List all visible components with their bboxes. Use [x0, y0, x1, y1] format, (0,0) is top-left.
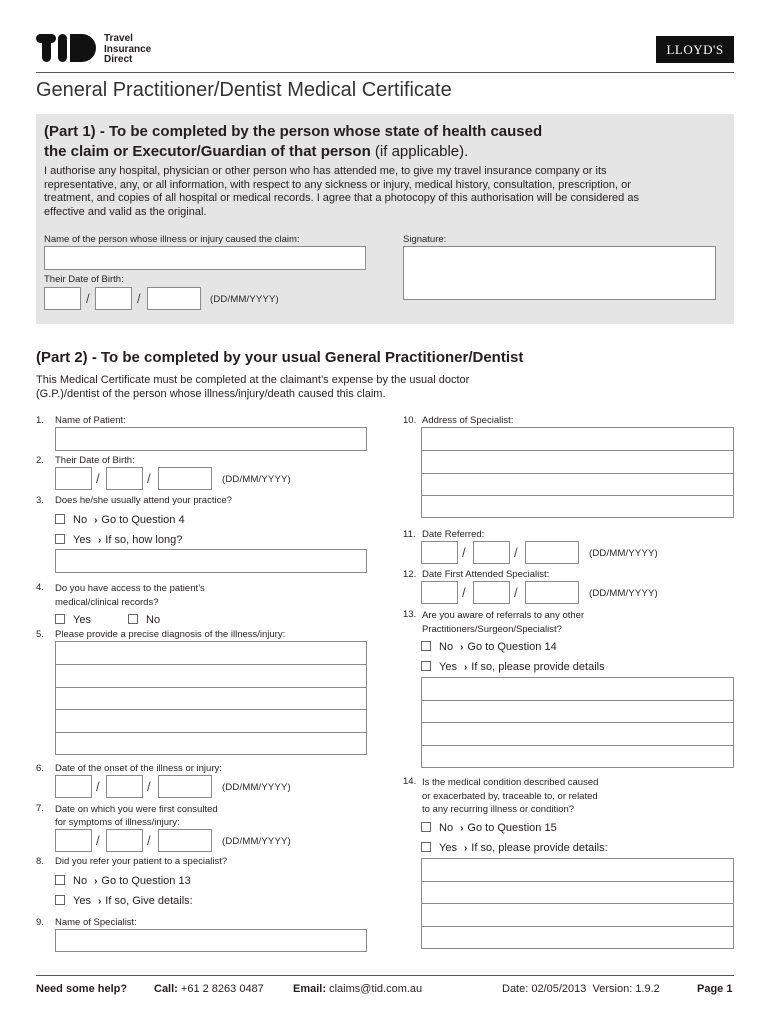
part1-heading-normal: (if applicable).: [370, 143, 469, 160]
footer-date-version: Date: 02/05/2013 Version: 1.9.2: [502, 983, 660, 995]
chevron-right-icon: ›: [463, 843, 468, 854]
signature-label: Signature:: [403, 234, 447, 245]
q7-number: 7.: [36, 803, 44, 814]
q14-number: 14.: [403, 776, 417, 787]
q11-date-format: (DD/MM/YYYY): [589, 548, 658, 559]
details-rule: [421, 903, 734, 904]
q10-label: Address of Specialist:: [422, 415, 514, 426]
q1-label: Name of Patient:: [55, 415, 126, 426]
q6-date-year[interactable]: [158, 775, 212, 798]
q12-date-day[interactable]: [421, 581, 458, 604]
q8-no-checkbox[interactable]: [55, 875, 65, 885]
part1-dob-label: Their Date of Birth:: [44, 274, 124, 285]
q3-how-long-input[interactable]: [55, 549, 367, 573]
q14-label: [422, 776, 598, 817]
part1-heading-bold: the claim or Executor/Guardian of that person: [44, 143, 371, 160]
q11-label: Date Referred:: [422, 529, 485, 540]
auth-line-1: I authorise any hospital, physician or other person who has attended me, to give my travel insurance company or its: [44, 165, 607, 177]
q3-no-option: [73, 514, 185, 527]
date-separator: /: [514, 585, 518, 600]
call-number[interactable]: +61 2 8263 0487: [180, 983, 264, 995]
q8-yes-checkbox[interactable]: [55, 895, 65, 905]
date-separator: /: [462, 585, 466, 600]
part1-dob-year[interactable]: [147, 287, 201, 310]
q12-date-format: (DD/MM/YYYY): [589, 588, 658, 599]
header-rule: [36, 72, 734, 73]
q11-date-month[interactable]: [473, 541, 510, 564]
email-label: Email:: [293, 983, 327, 995]
q12-label: Date First Attended Specialist:: [422, 569, 550, 580]
footer-email: [293, 983, 422, 995]
details-rule: [421, 881, 734, 882]
q13-label: [422, 609, 584, 636]
diagnosis-rule: [55, 687, 367, 688]
q13-no-option: [439, 641, 557, 654]
part2-intro: [36, 374, 469, 401]
q6-label: Date of the onset of the illness or injury:: [55, 763, 222, 774]
part1-heading-line2: [44, 142, 542, 162]
details-rule: [421, 700, 734, 701]
q14-yes-label: Yes: [439, 842, 457, 854]
q7-date-month[interactable]: [106, 829, 143, 852]
footer-help: Need some help?: [36, 983, 128, 995]
tid-logo-mark: [36, 34, 98, 62]
q3-yes-option: [73, 534, 182, 547]
q14-label-line1: Is the medical condition described caused: [422, 777, 599, 788]
part1-authorisation-text: [44, 165, 639, 219]
date-separator: /: [514, 545, 518, 560]
q8-yes-label: Yes: [73, 895, 91, 907]
q14-no-checkbox[interactable]: [421, 822, 431, 832]
q4-no-checkbox[interactable]: [128, 614, 138, 624]
q2-dob-day[interactable]: [55, 467, 92, 490]
diagnosis-rule: [55, 664, 367, 665]
q9-number: 9.: [36, 917, 44, 928]
q8-yes-note: If so, Give details:: [105, 895, 193, 907]
q3-yes-label: Yes: [73, 534, 91, 546]
q5-label: Please provide a precise diagnosis of the illness/injury:: [55, 629, 286, 640]
q13-no-checkbox[interactable]: [421, 641, 431, 651]
q3-yes-note: If so, how long?: [105, 534, 183, 546]
date-separator: /: [462, 545, 466, 560]
q7-date-day[interactable]: [55, 829, 92, 852]
q8-no-option: [73, 875, 191, 888]
q9-label: Name of Specialist:: [55, 917, 137, 928]
q14-yes-note: If so, please provide details:: [471, 842, 608, 854]
q4-number: 4.: [36, 582, 44, 593]
part1-dob-day[interactable]: [44, 287, 81, 310]
q3-yes-checkbox[interactable]: [55, 534, 65, 544]
diagnosis-textarea[interactable]: [55, 641, 367, 755]
lloyds-logo-text: LLOYD'S: [666, 42, 724, 57]
q4-yes-label: Yes: [73, 614, 91, 626]
date-separator: /: [96, 833, 100, 848]
q1-number: 1.: [36, 415, 44, 426]
q12-date-month[interactable]: [473, 581, 510, 604]
q8-yes-option: [73, 895, 193, 908]
call-label: Call:: [154, 983, 178, 995]
q12-date-year[interactable]: [525, 581, 579, 604]
lloyds-logo: [656, 36, 734, 63]
part1-name-label: Name of the person whose illness or injury caused the claim:: [44, 234, 300, 245]
q3-label: Does he/she usually attend your practice?: [55, 495, 232, 506]
q14-no-option: [439, 822, 557, 835]
q3-no-label: No: [73, 514, 88, 526]
date-separator: /: [96, 471, 100, 486]
part2-intro-line2: (G.P.)/dentist of the person whose illness/injury/death caused this claim.: [36, 387, 386, 400]
date-separator: /: [147, 833, 151, 848]
q2-dob-month[interactable]: [106, 467, 143, 490]
q13-yes-note: If so, please provide details: [471, 661, 605, 673]
footer-call: [154, 983, 264, 995]
brand-line-3: Direct: [104, 54, 133, 65]
q11-date-year[interactable]: [525, 541, 579, 564]
brand-line-1: Travel: [104, 33, 133, 44]
part1-heading-line1: (Part 1) - To be completed by the person whose state of health caused: [44, 123, 543, 140]
q4-no-label: No: [146, 614, 161, 626]
part2-intro-line1: This Medical Certificate must be completed at the claimant’s expense by the usual doctor: [36, 374, 470, 386]
q14-yes-checkbox[interactable]: [421, 842, 431, 852]
date-separator: /: [147, 779, 151, 794]
q3-no-note: Go to Question 4: [101, 514, 185, 526]
brand-name: [104, 34, 151, 66]
q14-no-label: No: [439, 822, 454, 834]
q14-label-line2: or exacerbated by, traceable to, or related: [422, 790, 598, 802]
q3-no-checkbox[interactable]: [55, 514, 65, 524]
q8-no-label: No: [73, 875, 88, 887]
date-separator: /: [86, 291, 90, 306]
page-number: Page 1: [697, 983, 733, 995]
chevron-right-icon: ›: [94, 515, 98, 526]
date-separator: /: [96, 779, 100, 794]
q4-label-line2: medical/clinical records?: [55, 596, 159, 608]
q6-date-day[interactable]: [55, 775, 92, 798]
q7-label: [55, 803, 218, 829]
part1-dob-month[interactable]: [95, 287, 132, 310]
q8-label: Did you refer your patient to a specialist?: [55, 856, 228, 867]
q2-label: Their Date of Birth:: [55, 455, 135, 466]
q4-yes-checkbox[interactable]: [55, 614, 65, 624]
part1-heading: [44, 122, 542, 162]
address-rule: [421, 450, 734, 451]
auth-line-2: representative, any, or all information, with respect to any sickness or injury, medical history, consultation, prescription, or: [44, 178, 631, 191]
date-separator: /: [137, 291, 141, 306]
q8-number: 8.: [36, 856, 44, 867]
q7-label-line1: Date on which you were first consulted: [55, 804, 218, 815]
q14-yes-option: [439, 842, 608, 855]
chevron-right-icon: ›: [97, 535, 102, 546]
email-link[interactable]: claims@tid.com.au: [329, 983, 423, 995]
brand-line-2: Insurance: [104, 43, 152, 55]
address-rule: [421, 495, 734, 496]
q11-date-day[interactable]: [421, 541, 458, 564]
q2-date-format: (DD/MM/YYYY): [222, 474, 291, 485]
chevron-right-icon: ›: [97, 896, 102, 907]
q13-number: 13.: [403, 609, 417, 620]
chevron-right-icon: ›: [94, 876, 98, 887]
footer-rule: [36, 975, 734, 976]
address-rule: [421, 473, 734, 474]
details-rule: [421, 745, 734, 746]
diagnosis-rule: [55, 732, 367, 733]
q4-label: [55, 582, 205, 609]
q6-date-month[interactable]: [106, 775, 143, 798]
auth-line-4: effective and valid as the original.: [44, 205, 207, 218]
q6-number: 6.: [36, 763, 44, 774]
q8-no-note: Go to Question 13: [101, 875, 191, 887]
page-title: General Practitioner/Dentist Medical Certificate: [36, 79, 452, 101]
q14-label-line3: to any recurring illness or condition?: [422, 804, 575, 815]
q11-number: 11.: [403, 529, 416, 540]
q7-date-format: (DD/MM/YYYY): [222, 836, 291, 847]
q13-yes-label: Yes: [439, 661, 457, 673]
q6-date-format: (DD/MM/YYYY): [222, 782, 291, 793]
auth-line-3: treatment, and copies of all hospital or medical records. I agree that a photocopy of this authorisation will be considered as: [44, 192, 639, 204]
specialist-name-input[interactable]: [55, 929, 367, 952]
q13-label-line1: Are you aware of referrals to any other: [422, 610, 585, 621]
details-rule: [421, 722, 734, 723]
q2-dob-year[interactable]: [158, 467, 212, 490]
q13-no-label: No: [439, 641, 454, 653]
q4-label-line1: Do you have access to the patient’s: [55, 583, 205, 594]
q5-number: 5.: [36, 629, 44, 640]
chevron-right-icon: ›: [463, 662, 468, 673]
q10-number: 10.: [403, 415, 417, 426]
diagnosis-rule: [55, 709, 367, 710]
q13-yes-option: [439, 661, 605, 674]
part1-dob-format: (DD/MM/YYYY): [210, 294, 279, 305]
chevron-right-icon: ›: [460, 823, 464, 834]
part2-heading: (Part 2) - To be completed by your usual General Practitioner/Dentist: [36, 349, 524, 366]
patient-name-input[interactable]: [55, 427, 367, 451]
q7-date-year[interactable]: [158, 829, 212, 852]
q2-number: 2.: [36, 455, 44, 466]
q3-number: 3.: [36, 495, 44, 506]
q14-no-note: Go to Question 15: [467, 822, 557, 834]
q13-yes-checkbox[interactable]: [421, 661, 431, 671]
q13-no-note: Go to Question 14: [467, 641, 557, 653]
signature-field[interactable]: [403, 246, 716, 300]
chevron-right-icon: ›: [460, 642, 464, 653]
part1-name-input[interactable]: [44, 246, 366, 270]
q12-number: 12.: [403, 569, 417, 580]
tid-logo: [36, 34, 98, 62]
q13-label-line2: Practitioners/Surgeon/Specialist?: [422, 623, 562, 635]
details-rule: [421, 926, 734, 927]
date-separator: /: [147, 471, 151, 486]
q7-label-line2: for symptoms of illness/injury:: [55, 817, 180, 828]
